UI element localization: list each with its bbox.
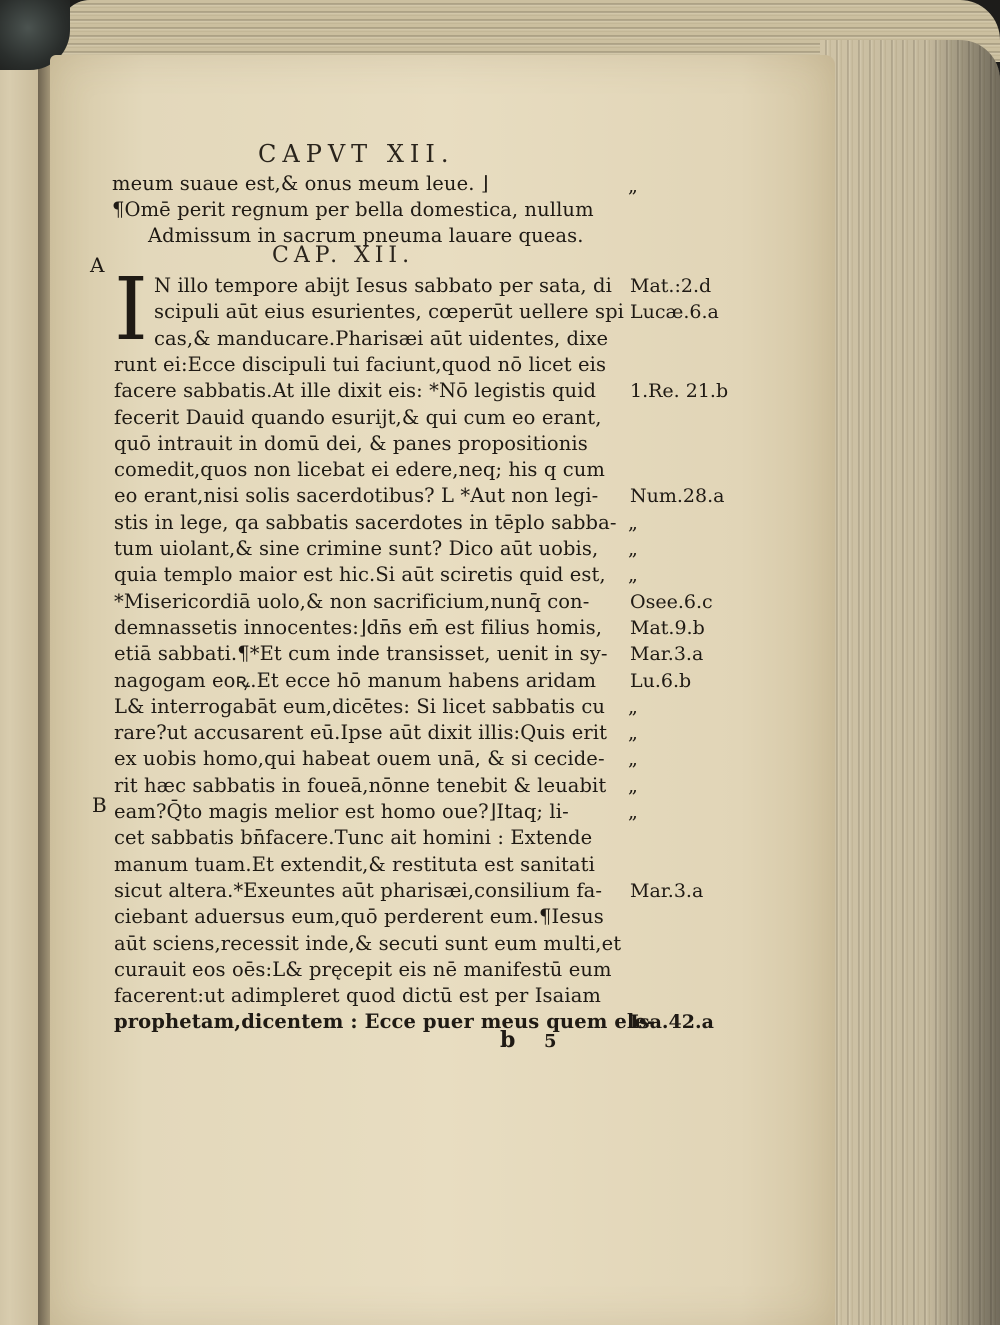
margin-note: „	[628, 538, 638, 560]
body-line: demnassetis innocentes:⌋dn̄s em̄ est filius homis,	[114, 616, 602, 639]
drop-initial: I	[114, 260, 148, 360]
margin-note: Num.28.a	[630, 485, 725, 507]
body-line: quō intrauit in domū dei, & panes propositionis	[114, 432, 588, 455]
intro-margin-mark: „	[628, 175, 638, 197]
margin-note: Mat.9.b	[630, 617, 705, 639]
body-line: N illo tempore abijt Iesus sabbato per sata, di	[154, 274, 612, 297]
margin-note: „	[628, 801, 638, 823]
margin-note: Mar.3.a	[630, 880, 704, 902]
body-line: scipuli aūt eius esurientes, cœperūt uellere spi	[154, 300, 625, 323]
section-marker-a: A	[90, 253, 105, 277]
running-head: CAPVT XII.	[258, 140, 455, 168]
body-line: fecerit Dauid quando esurijt,& qui cum eo erant,	[114, 406, 602, 429]
body-line: rit hæc sabbatis in foueā,nōnne tenebit & leuabit	[114, 774, 607, 797]
body-line: L& interrogabāt eum,dicētes: Si licet sabbatis cu	[114, 695, 606, 718]
body-line: ex uobis homo,qui habeat ouem unā, & si cecide-	[114, 747, 605, 770]
body-line: cet sabbatis bn̄facere.Tunc ait homini : Extende	[114, 826, 593, 849]
body-line: sicut altera.*Exeuntes aūt pharisæi,consilium fa-	[114, 879, 603, 902]
intro-line: Admissum in sacrum pneuma lauare queas.	[148, 224, 584, 247]
chapter-heading: CAP. XII.	[272, 243, 415, 268]
body-line: ciebant aduersus eum,quō perderent eum.¶Iesus	[114, 905, 604, 928]
body-line: prophetam,dicentem : Ecce puer meus quem ele-	[114, 1010, 656, 1033]
signature-mark: b	[500, 1027, 516, 1053]
margin-note: Mar.3.a	[630, 643, 704, 665]
margin-note: „	[628, 775, 638, 797]
margin-note: Mat.:2.d	[630, 275, 712, 297]
body-line: curauit eos oēs:L& pręcepit eis nē manifestū eum	[114, 958, 612, 981]
section-marker-b: B	[92, 793, 107, 817]
intro-line: meum suaue est,& onus meum leue. ⌋	[112, 172, 489, 195]
body-line: nagogam eoꝶ.Et ecce hō manum habens aridam	[114, 669, 597, 692]
margin-note: „	[628, 564, 638, 586]
body-line: stis in lege, qa sabbatis sacerdotes in tēplo sabba-	[114, 511, 617, 534]
body-line: tum uiolant,& sine crimine sunt? Dico aūt uobis,	[114, 537, 599, 560]
margin-note: „	[628, 696, 638, 718]
body-line: rare?ut accusarent eū.Ipse aūt dixit illis:Quis erit	[114, 721, 608, 744]
body-line: etiā sabbati.¶*Et cum inde transisset, uenit in sy-	[114, 642, 608, 665]
body-line: quia templo maior est hic.Si aūt sciretis quid est,	[114, 563, 606, 586]
signature-number: 5	[544, 1031, 557, 1052]
margin-note: „	[628, 748, 638, 770]
margin-note: Lucæ.6.a	[630, 301, 719, 323]
body-line: comedit,quos non licebat ei edere,neq; his q cum	[114, 458, 605, 481]
right-page-edges	[820, 40, 1000, 1325]
intro-line: ¶Omē perit regnum per bella domestica, nullum	[112, 198, 594, 221]
margin-note: Osee.6.c	[630, 591, 713, 613]
margin-note: „	[628, 512, 638, 534]
body-line: runt ei:Ecce discipuli tui faciunt,quod nō licet eis	[114, 353, 607, 376]
book-page	[50, 55, 835, 1325]
body-line: cas,& manducare.Pharisæi aūt uidentes, dixe	[154, 327, 609, 350]
body-line: eo erant,nisi solis sacerdotibus? L *Aut non legi-	[114, 484, 599, 507]
body-line: facerent:ut adimpleret quod dictū est per Isaiam	[114, 984, 602, 1007]
body-line: aūt sciens,recessit inde,& secuti sunt eum multi,et	[114, 932, 622, 955]
body-line: facere sabbatis.At ille dixit eis: *Nō legistis quid	[114, 379, 597, 402]
margin-note: 1.Re. 21.b	[630, 380, 729, 402]
margin-note: Lu.6.b	[630, 670, 692, 692]
body-line: eam?Q̄to magis melior est homo oue?⌋Itaq; li-	[114, 800, 569, 823]
body-line: manum tuam.Et extendit,& restituta est sanitati	[114, 853, 595, 876]
margin-note: Isa.42.a	[630, 1011, 714, 1033]
body-line: *Misericordiā uolo,& non sacrificium,nunq̄ con-	[114, 590, 590, 613]
margin-note: „	[628, 722, 638, 744]
